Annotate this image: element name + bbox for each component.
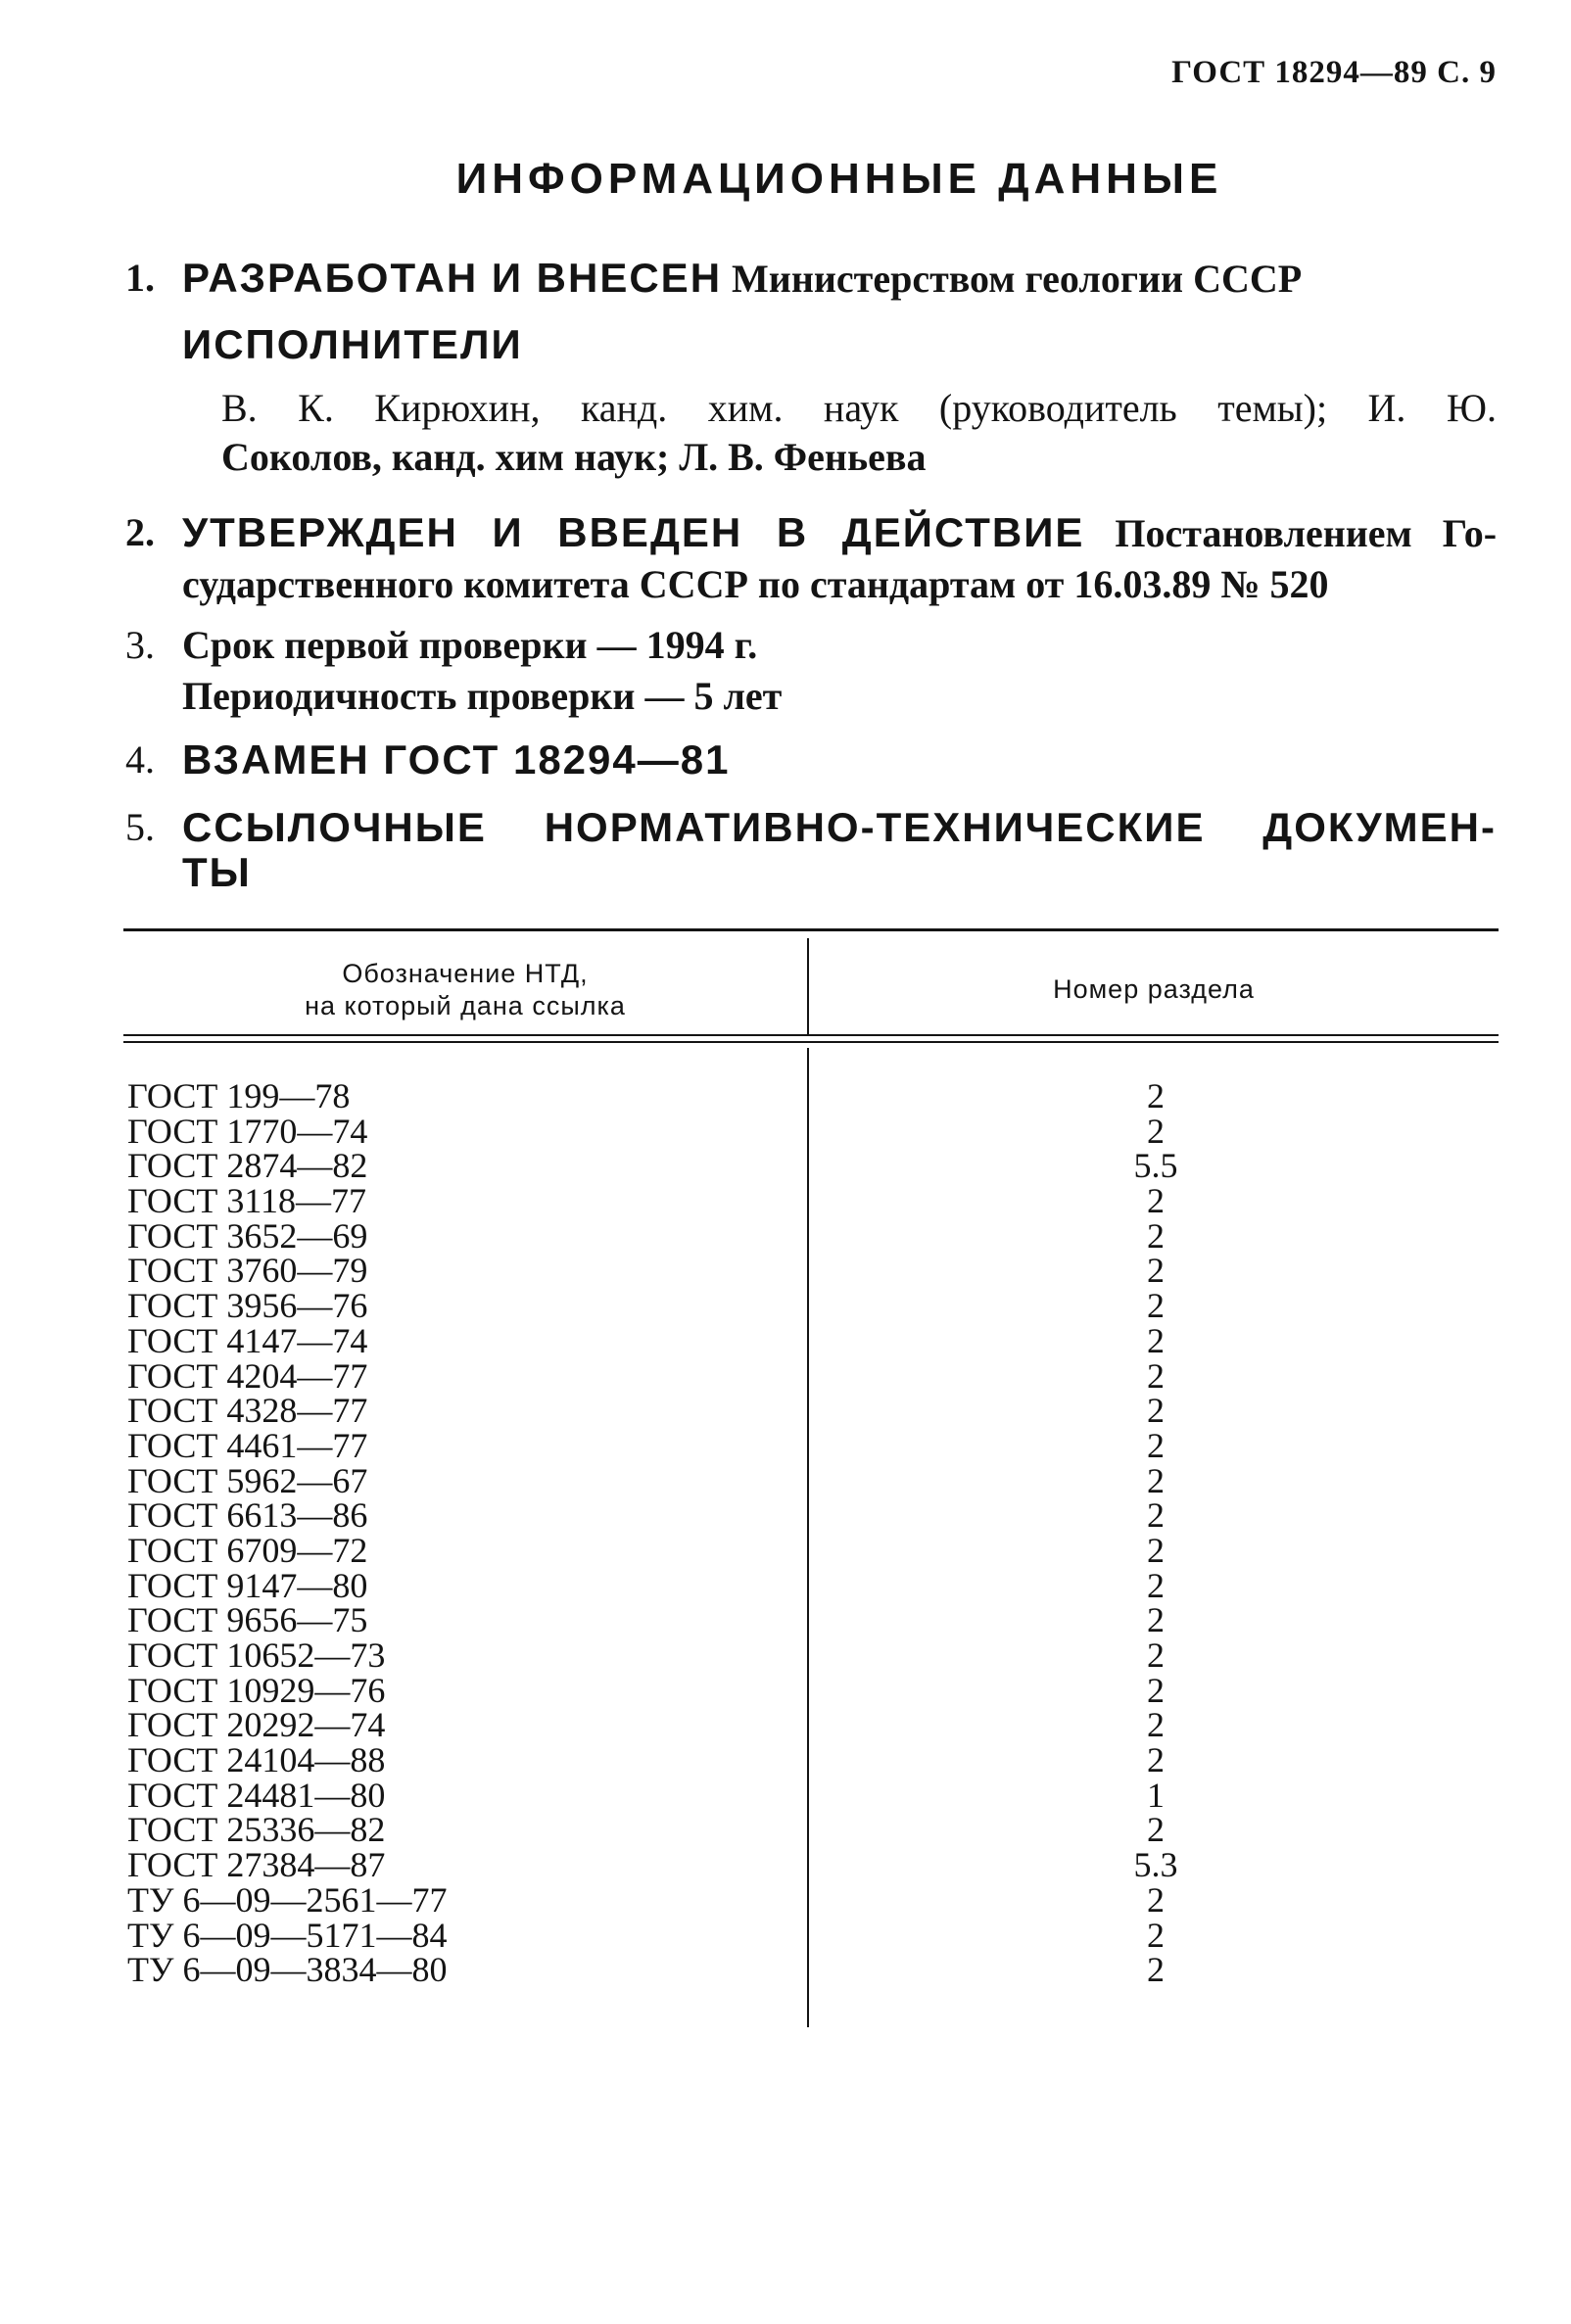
document-designation: ГОСТ 20292—74	[127, 1705, 386, 1745]
section-number: 2	[1147, 1636, 1165, 1675]
document-designation: ГОСТ 199—78	[127, 1076, 351, 1115]
table-row	[0, 1705, 1571, 1745]
item-text-line-1: Постановлением Го-	[1115, 511, 1498, 555]
table-row	[0, 1215, 1571, 1256]
table-row	[0, 1775, 1571, 1815]
item-caption: УТВЕРЖДЕН И ВВЕДЕН В ДЕЙСТВИЕ	[182, 509, 1085, 555]
executors-line-1: В. К. Кирюхин, канд. хим. наук (руководитель темы); И. Ю.	[221, 386, 1497, 430]
reference-table-body	[0, 1076, 1571, 1990]
table-header-rule-1	[123, 1034, 1499, 1036]
table-row	[0, 1425, 1571, 1465]
item-number: 3.	[125, 623, 155, 667]
section-number: 5.5	[1133, 1146, 1178, 1186]
section-number: 2	[1147, 1530, 1165, 1570]
item-approved	[125, 507, 1497, 615]
section-number: 2	[1147, 1111, 1165, 1151]
section-number: 2	[1147, 1670, 1165, 1710]
section-number: 2	[1147, 1181, 1165, 1221]
section-number: 2	[1147, 1460, 1165, 1500]
table-row	[0, 1355, 1571, 1396]
section-number: 5.3	[1133, 1845, 1178, 1885]
item-caption: РАЗРАБОТАН И ВНЕСЕН	[182, 255, 723, 301]
column-header-document	[127, 958, 803, 1022]
document-designation: ТУ 6—09—3834—80	[127, 1950, 448, 1990]
table-row	[0, 1076, 1571, 1115]
document-designation: ГОСТ 3956—76	[127, 1286, 368, 1326]
section-number: 2	[1147, 1320, 1165, 1360]
item-text-line-2: Периодичность проверки — 5 лет	[182, 674, 783, 718]
table-row	[0, 1950, 1571, 1990]
page-header-reference: ГОСТ 18294—89 С. 9	[1171, 55, 1497, 90]
section-number: 1	[1147, 1775, 1165, 1815]
section-number: 2	[1147, 1391, 1165, 1431]
item-caption-line-1: ССЫЛОЧНЫЕ НОРМАТИВНО-ТЕХНИЧЕСКИЕ ДОКУМЕН-	[182, 804, 1497, 850]
executors-list	[221, 384, 1497, 482]
section-number: 2	[1147, 1076, 1165, 1115]
item-caption-line-2: ТЫ	[182, 849, 252, 895]
table-row	[0, 1251, 1571, 1291]
document-designation: ГОСТ 4328—77	[127, 1391, 368, 1431]
section-number: 2	[1147, 1879, 1165, 1920]
table-row	[0, 1740, 1571, 1780]
section-number: 2	[1147, 1215, 1165, 1256]
document-designation: ГОСТ 10652—73	[127, 1636, 386, 1675]
table-row	[0, 1845, 1571, 1885]
document-designation: ГОСТ 4147—74	[127, 1320, 368, 1360]
table-row	[0, 1530, 1571, 1570]
executors-caption: ИСПОЛНИТЕЛИ	[182, 321, 523, 367]
table-row	[0, 1286, 1571, 1326]
document-designation: ГОСТ 6709—72	[127, 1530, 368, 1570]
item-number: 1.	[125, 256, 155, 300]
document-designation: ГОСТ 9656—75	[127, 1600, 368, 1640]
document-designation: ГОСТ 3760—79	[127, 1251, 368, 1291]
document-designation: ГОСТ 3652—69	[127, 1215, 368, 1256]
document-designation: ГОСТ 9147—80	[127, 1565, 368, 1605]
table-header-rule-2	[123, 1041, 1499, 1043]
table-row	[0, 1810, 1571, 1850]
section-number: 2	[1147, 1565, 1165, 1605]
table-row	[0, 1111, 1571, 1151]
document-designation: ГОСТ 27384—87	[127, 1845, 386, 1885]
document-designation: ГОСТ 25336—82	[127, 1810, 386, 1850]
table-row	[0, 1915, 1571, 1955]
document-designation: ТУ 6—09—2561—77	[127, 1879, 448, 1920]
section-number: 2	[1147, 1740, 1165, 1780]
section-number: 2	[1147, 1705, 1165, 1745]
executors-line-2: Соколов, канд. хим наук; Л. В. Феньева	[221, 435, 927, 479]
item-text: Министерством геологии СССР	[732, 257, 1303, 301]
table-row	[0, 1638, 1571, 1674]
table-row	[0, 1391, 1571, 1431]
section-number: 2	[1147, 1286, 1165, 1326]
document-designation: ГОСТ 3118—77	[127, 1181, 367, 1221]
column-header-document-line-2: на который дана ссылка	[305, 991, 626, 1020]
item-caption: ВЗАМЕН ГОСТ 18294—81	[182, 736, 731, 783]
document-designation: ГОСТ 1770—74	[127, 1111, 368, 1151]
section-number: 2	[1147, 1600, 1165, 1640]
table-top-rule	[123, 928, 1499, 931]
document-designation: ГОСТ 24481—80	[127, 1775, 386, 1815]
document-designation: ГОСТ 24104—88	[127, 1740, 386, 1780]
document-designation: ГОСТ 2874—82	[127, 1146, 368, 1186]
table-row	[0, 1600, 1571, 1640]
item-text-line-2: сударственного комитета СССР по стандартам от 16.03.89 № 520	[182, 562, 1329, 606]
item-number: 5.	[125, 805, 155, 849]
document-designation: ТУ 6—09—5171—84	[127, 1915, 448, 1955]
table-row	[0, 1879, 1571, 1920]
section-number: 2	[1147, 1495, 1165, 1536]
section-number: 2	[1147, 1950, 1165, 1990]
table-row	[0, 1146, 1571, 1186]
document-designation: ГОСТ 6613—86	[127, 1495, 368, 1536]
section-number: 2	[1147, 1915, 1165, 1955]
document-designation: ГОСТ 5962—67	[127, 1460, 368, 1500]
table-row	[0, 1670, 1571, 1710]
column-header-section: Номер раздела	[1053, 974, 1255, 1004]
table-row	[0, 1565, 1571, 1605]
document-designation: ГОСТ 4204—77	[127, 1355, 368, 1396]
section-number: 2	[1147, 1810, 1165, 1850]
document-designation: ГОСТ 4461—77	[127, 1425, 368, 1465]
section-number: 2	[1147, 1251, 1165, 1291]
section-number: 2	[1147, 1355, 1165, 1396]
table-row	[0, 1460, 1571, 1500]
item-text-line-1: Срок первой проверки — 1994 г.	[182, 623, 758, 667]
item-number: 2.	[125, 510, 155, 554]
column-header-document-line-1: Обозначение НТД,	[342, 959, 589, 988]
table-row	[0, 1320, 1571, 1360]
document-designation: ГОСТ 10929—76	[127, 1670, 386, 1710]
table-header-divider	[807, 938, 809, 1036]
section-number: 2	[1147, 1425, 1165, 1465]
table-row	[0, 1495, 1571, 1536]
document-title: ИНФОРМАЦИОННЫЕ ДАННЫЕ	[455, 155, 1223, 203]
table-row	[0, 1181, 1571, 1221]
item-number: 4.	[125, 737, 155, 782]
